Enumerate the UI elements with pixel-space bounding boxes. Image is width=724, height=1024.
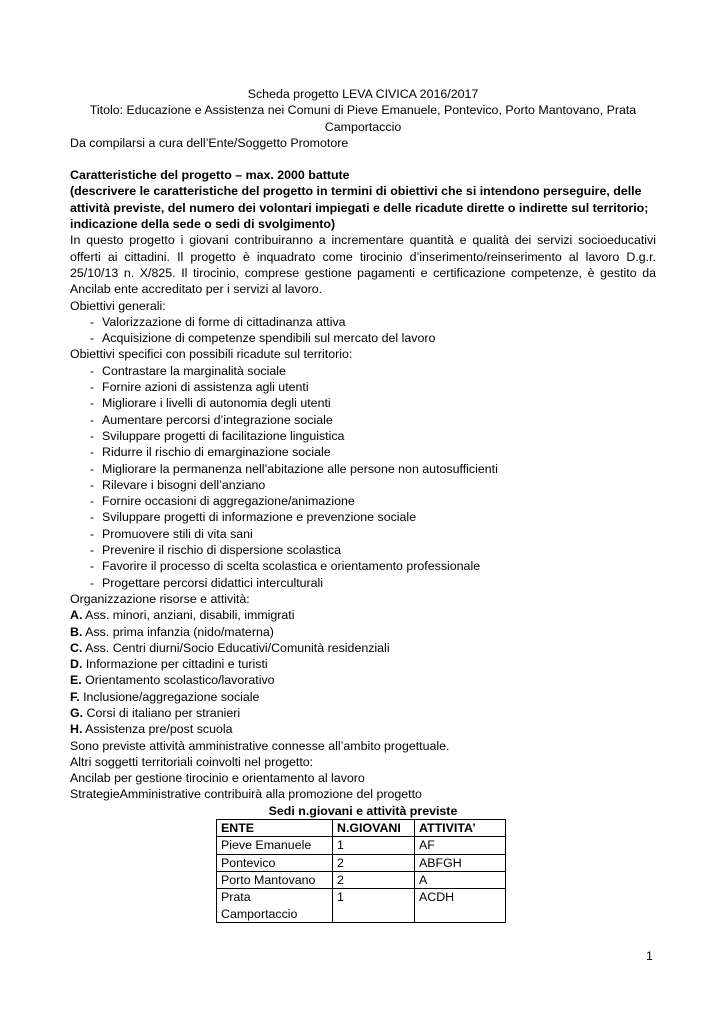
list-item: - Sviluppare progetti di facilitazione linguistica xyxy=(70,428,656,444)
list-item: - Ridurre il rischio di emarginazione sociale xyxy=(70,444,656,460)
table-cell: AF xyxy=(415,837,506,854)
organization-item-text: Corsi di italiano per stranieri xyxy=(86,705,241,720)
table-cell: 2 xyxy=(333,871,415,888)
column-header-attivita: ATTIVITA’ xyxy=(415,820,506,837)
organization-item-text: Orientamento scolastico/lavorativo xyxy=(85,673,275,688)
table-cell: ABFGH xyxy=(415,854,506,871)
list-item: - Valorizzazione di forme di cittadinanza attiva xyxy=(70,314,656,330)
table-cell: Prata Camportaccio xyxy=(217,889,333,923)
column-header-ente: ENTE xyxy=(217,820,333,837)
organization-item xyxy=(70,721,656,737)
sites-table-title: Sedi n.giovani e attività previste xyxy=(268,803,458,818)
organization-item-text: Assistenza pre/post scuola xyxy=(85,722,233,737)
sites-table xyxy=(216,819,506,923)
list-item: - Promuovere stili di vita sani xyxy=(70,526,656,542)
organization-item-text: Ass. prima infanzia (nido/materna) xyxy=(85,624,274,639)
table-cell: Porto Mantovano xyxy=(217,871,333,888)
table-cell: 1 xyxy=(333,837,415,854)
organization-list xyxy=(70,607,656,737)
list-item: - Contrastare la marginalità sociale xyxy=(70,363,656,379)
table-cell: Pieve Emanuele xyxy=(217,837,333,854)
document-page xyxy=(70,86,656,923)
project-title-continued: Camportaccio xyxy=(324,119,402,134)
list-item: - Acquisizione di competenze spendibili sul mercato del lavoro xyxy=(70,330,656,346)
organization-item-letter: B. xyxy=(70,624,83,639)
table-header-row xyxy=(217,820,506,837)
organization-item xyxy=(70,705,656,721)
list-item: - Aumentare percorsi d’integrazione sociale xyxy=(70,412,656,428)
organization-item-letter: A. xyxy=(70,608,83,623)
table-cell: A xyxy=(415,871,506,888)
list-item: - Rilevare i bisogni dell’anziano xyxy=(70,477,656,493)
column-header-giovani: N.GIOVANI xyxy=(333,820,415,837)
organization-item xyxy=(70,656,656,672)
closing-admin: Sono previste attività amministrative connesse all’ambito progettuale. xyxy=(70,738,450,753)
list-item: - Sviluppare progetti di informazione e prevenzione sociale xyxy=(70,509,656,525)
organization-item-letter: E. xyxy=(70,673,82,688)
organization-item-text: Ass. minori, anziani, disabili, immigrati xyxy=(85,608,295,623)
organization-item xyxy=(70,689,656,705)
table-row xyxy=(217,837,506,854)
table-row xyxy=(217,871,506,888)
table-row xyxy=(217,854,506,871)
table-row xyxy=(217,889,506,923)
project-description: In questo progetto i giovani contribuiranno a incrementare quantità e qualità dei servizi socioeducativi offerti ai cittadini. Il progetto è inquadrato come tirocinio d’inserimento/reinserimento al lavoro D.g.r. 25/10/13 n. X/825. Il tirocinio, comprese gestione pagamenti e certificazione competenze, è gestito da Ancilab ente accreditato per i servizi al lavoro. xyxy=(70,233,656,297)
list-item: - Migliorare la permanenza nell’abitazione alle persone non autosufficienti xyxy=(70,461,656,477)
table-cell: Pontevico xyxy=(217,854,333,871)
document-title: Scheda progetto LEVA CIVICA 2016/2017 xyxy=(247,87,479,101)
organization-item xyxy=(70,672,656,688)
closing-strategie: StrategieAmministrative contribuirà alla promozione del progetto xyxy=(70,787,422,802)
organization-item xyxy=(70,624,656,640)
organization-item-letter: F. xyxy=(70,689,80,704)
organization-item xyxy=(70,640,656,656)
organization-item-letter: H. xyxy=(70,722,83,737)
list-item: - Prevenire il rischio di dispersione scolastica xyxy=(70,542,656,558)
table-cell: 1 xyxy=(333,889,415,923)
list-item: - Favorire il processo di scelta scolastica e orientamento professionale xyxy=(70,558,656,574)
list-item: - Migliorare i livelli di autonomia degli utenti xyxy=(70,395,656,411)
closing-ancilab: Ancilab per gestione tirocinio e orientamento al lavoro xyxy=(70,771,365,786)
table-cell: 2 xyxy=(333,854,415,871)
list-item: - Progettare percorsi didattici interculturali xyxy=(70,575,656,591)
organization-label: Organizzazione risorse e attività: xyxy=(70,591,250,606)
organization-item-letter: G. xyxy=(70,705,84,720)
organization-item-letter: D. xyxy=(70,657,83,672)
page-number: 1 xyxy=(646,949,653,963)
specific-objectives-label: Obiettivi specifici con possibili ricadute sul territorio: xyxy=(70,347,353,362)
organization-item-letter: C. xyxy=(70,640,83,655)
general-objectives-label: Obiettivi generali: xyxy=(70,298,166,313)
organization-item-text: Ass. Centri diurni/Socio Educativi/Comunità residenziali xyxy=(85,640,390,655)
list-item: - Fornire azioni di assistenza agli utenti xyxy=(70,379,656,395)
compilation-note: Da compilarsi a cura dell’Ente/Soggetto Promotore xyxy=(70,135,349,150)
project-title: Titolo: Educazione e Assistenza nei Comuni di Pieve Emanuele, Pontevico, Porto Mantovano, Prata xyxy=(89,103,637,118)
organization-item-text: Inclusione/aggregazione sociale xyxy=(83,689,260,704)
table-cell: ACDH xyxy=(415,889,506,923)
general-objectives-list xyxy=(70,314,656,347)
organization-item xyxy=(70,607,656,623)
organization-item-text: Informazione per cittadini e turisti xyxy=(85,657,268,672)
specific-objectives-list xyxy=(70,363,656,591)
closing-partners-label: Altri soggetti territoriali coinvolti nel progetto: xyxy=(70,754,314,769)
characteristics-heading: Caratteristiche del progetto – max. 2000 battute xyxy=(70,168,350,183)
list-item: - Fornire occasioni di aggregazione/animazione xyxy=(70,493,656,509)
characteristics-instructions: (descrivere le caratteristiche del progetto in termini di obiettivi che si intendono perseguire, delle attività previste, del numero dei volontari impiegati e delle ricadute dirette o indirette sul territorio; indicazione della sede o sedi di svolgimento) xyxy=(70,184,649,232)
